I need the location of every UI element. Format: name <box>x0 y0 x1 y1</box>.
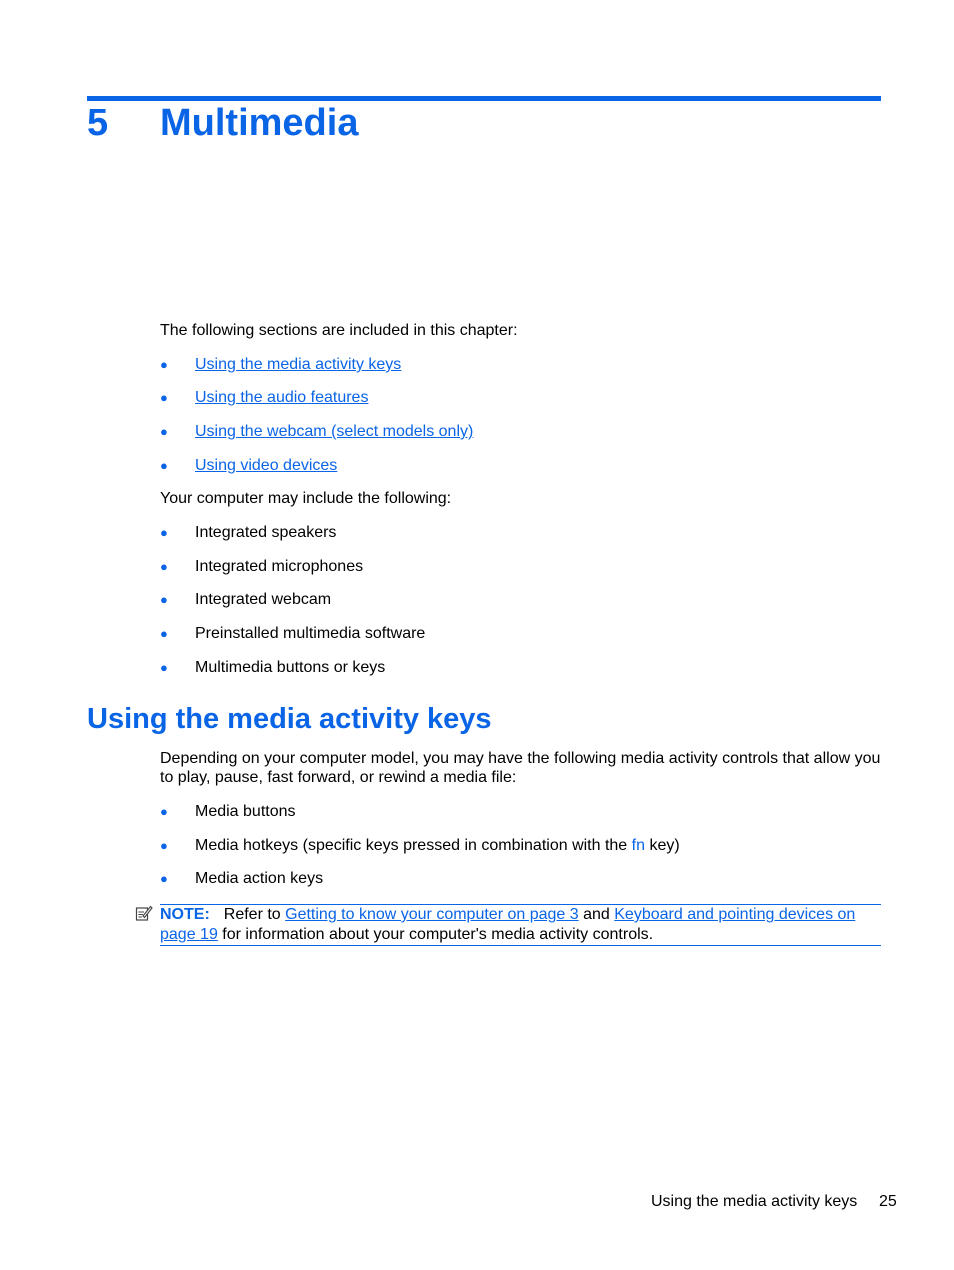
footer-title: Using the media activity keys <box>651 1193 858 1210</box>
list-item-text <box>195 836 680 855</box>
list-item-text: Media action keys <box>195 870 324 887</box>
bullet-icon: ● <box>160 424 168 439</box>
note-link-getting-to-know[interactable]: Getting to know your computer on page 3 <box>285 906 579 923</box>
includes-intro: Your computer may include the following: <box>160 490 452 507</box>
note-box <box>160 904 881 946</box>
section-heading: Using the media activity keys <box>87 703 492 735</box>
bullet-icon: ● <box>160 838 168 853</box>
bullet-icon: ● <box>160 871 168 886</box>
bullet-icon: ● <box>160 559 168 574</box>
list-item-text: Preinstalled multimedia software <box>195 625 426 642</box>
list-item-text: Multimedia buttons or keys <box>195 659 386 676</box>
note-pencil-icon <box>135 904 153 922</box>
note-text <box>160 905 881 945</box>
chapter-number: 5 <box>87 102 109 144</box>
section-link[interactable]: Using video devices <box>195 457 338 474</box>
bullet-icon: ● <box>160 626 168 641</box>
section-link[interactable]: Using the media activity keys <box>195 356 402 373</box>
bullet-icon: ● <box>160 390 168 405</box>
intro-text: The following sections are included in this chapter: <box>160 322 518 339</box>
note-refer: Refer to <box>223 906 286 923</box>
fn-key-label: fn <box>631 837 645 854</box>
bullet-icon: ● <box>160 525 168 540</box>
note-tail: for information about your computer's media activity controls. <box>217 926 654 943</box>
page-number: 25 <box>879 1193 897 1210</box>
section-link[interactable]: Using the audio features <box>195 389 369 406</box>
list-item-text: Integrated speakers <box>195 524 337 541</box>
chapter-heading <box>87 99 358 147</box>
hotkeys-text-end: key) <box>645 837 680 854</box>
list-item-text: Integrated webcam <box>195 591 332 608</box>
chapter-title: Multimedia <box>160 102 359 144</box>
bullet-icon: ● <box>160 660 168 675</box>
bullet-icon: ● <box>160 804 168 819</box>
hotkeys-text-start: Media hotkeys (specific keys pressed in combination with the <box>195 837 632 854</box>
note-and: and <box>578 906 615 923</box>
section-link[interactable]: Using the webcam (select models only) <box>195 423 474 440</box>
bullet-icon: ● <box>160 592 168 607</box>
list-item-text: Integrated microphones <box>195 558 364 575</box>
note-label: NOTE: <box>160 906 210 923</box>
bullet-icon: ● <box>160 357 168 372</box>
list-item-text: Media buttons <box>195 803 296 820</box>
bullet-icon: ● <box>160 458 168 473</box>
section-paragraph: Depending on your computer model, you may have the following media activity controls that allow you to play, pause, fast forward, or rewind a media file: <box>160 750 881 786</box>
note-link-keyboard-devices[interactable]: Keyboard and pointing devices on page 19 <box>160 906 856 943</box>
